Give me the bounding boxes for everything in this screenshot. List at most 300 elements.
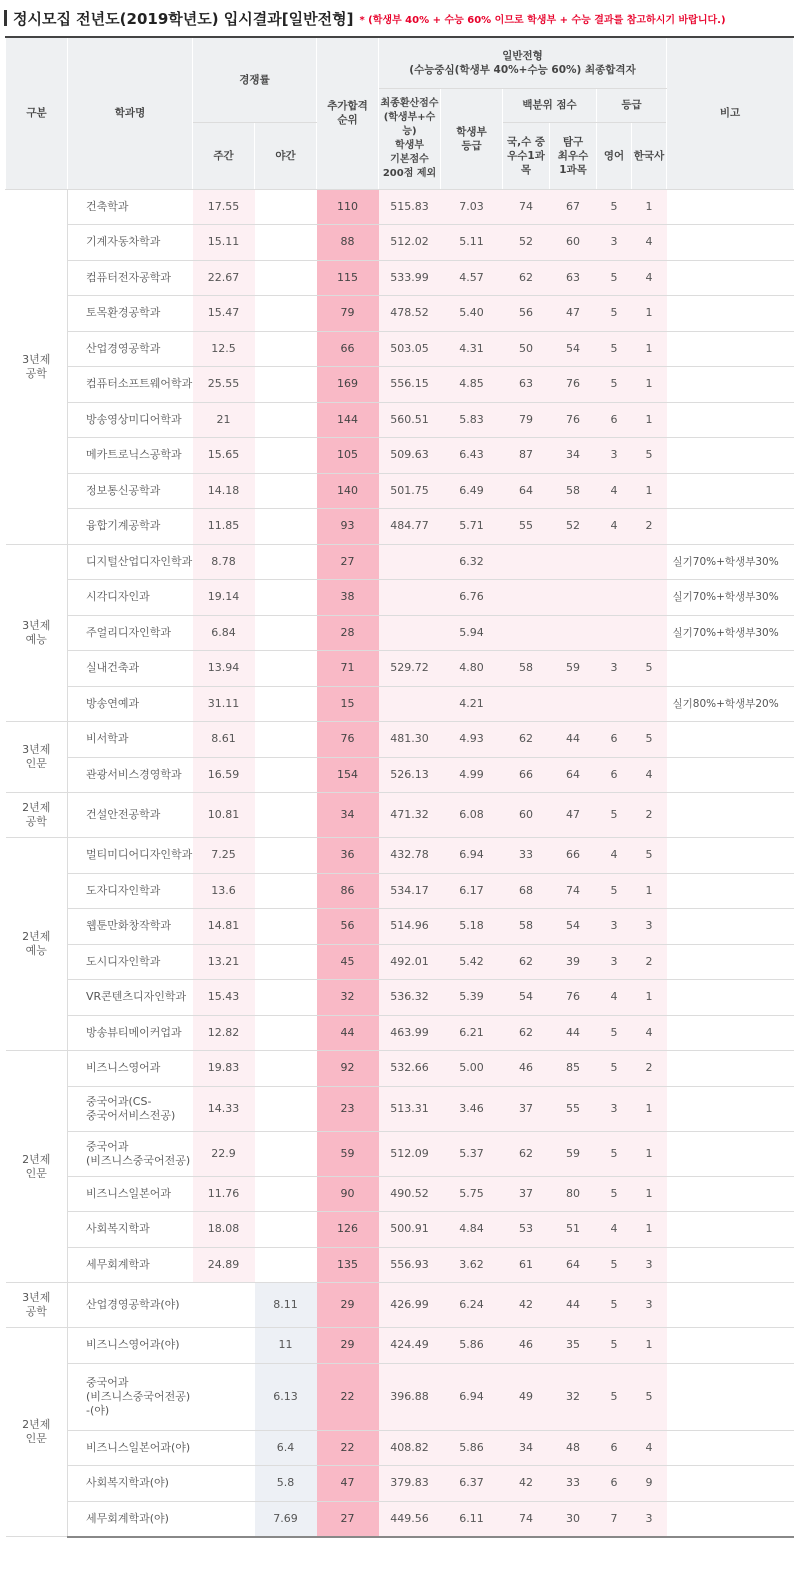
cell-english: 5 [597, 1283, 632, 1328]
cell-rank: 22 [317, 1363, 379, 1430]
cell-student-grade: 5.94 [441, 615, 503, 651]
cell-dept-name: 기계자동차학과 [68, 225, 193, 261]
cell-english: 6 [597, 1466, 632, 1502]
cell-student-grade: 4.21 [441, 686, 503, 722]
cell-day: 15.43 [193, 980, 255, 1016]
cell-english: 5 [597, 331, 632, 367]
cell-score: 536.32 [379, 980, 441, 1016]
header-explore: 탐구 최우수 1과목 [550, 122, 597, 189]
cell-dept-name: 방송뷰티메이커업과 [68, 1015, 193, 1051]
cell-day [193, 1363, 255, 1430]
cell-student-grade: 6.24 [441, 1283, 503, 1328]
cell-night [255, 1212, 317, 1248]
cell-student-grade: 3.62 [441, 1247, 503, 1283]
cell-day: 7.25 [193, 838, 255, 874]
cell-remarks [667, 438, 794, 474]
table-row [6, 367, 794, 403]
cell-rank: 93 [317, 509, 379, 545]
cell-day: 12.82 [193, 1015, 255, 1051]
header-rank: 추가합격 순위 [317, 37, 379, 189]
cell-dept-name: 컴퓨터소프트웨어학과 [68, 367, 193, 403]
cell-english: 5 [597, 1176, 632, 1212]
header-night: 야간 [255, 122, 317, 189]
cell-rank: 45 [317, 944, 379, 980]
cell-rank: 29 [317, 1328, 379, 1364]
cell-kor-math: 49 [503, 1363, 550, 1430]
cell-score [379, 580, 441, 616]
cell-remarks [667, 980, 794, 1016]
cell-score: 556.93 [379, 1247, 441, 1283]
cell-night [255, 873, 317, 909]
cell-history: 3 [632, 1247, 667, 1283]
cell-day: 14.18 [193, 473, 255, 509]
cell-night [255, 260, 317, 296]
cell-day: 13.21 [193, 944, 255, 980]
cell-dept-name: 도시디자인학과 [68, 944, 193, 980]
cell-kor-math: 61 [503, 1247, 550, 1283]
cell-night: 5.8 [255, 1466, 317, 1502]
table-row [6, 873, 794, 909]
cell-rank: 71 [317, 651, 379, 687]
cell-remarks [667, 757, 794, 793]
cell-remarks: 실기70%+학생부30% [667, 544, 794, 580]
cell-night [255, 1086, 317, 1131]
header-student-grade: 학생부 등급 [441, 88, 503, 189]
cell-student-grade: 6.94 [441, 838, 503, 874]
table-row [6, 1051, 794, 1087]
cell-kor-math: 52 [503, 225, 550, 261]
cell-night [255, 296, 317, 332]
table-row [6, 473, 794, 509]
cell-day: 16.59 [193, 757, 255, 793]
cell-score: 515.83 [379, 189, 441, 225]
cell-dept-name: 비즈니스일본어과(야) [68, 1430, 193, 1466]
cell-remarks [667, 367, 794, 403]
cell-history: 2 [632, 509, 667, 545]
cell-student-grade: 6.37 [441, 1466, 503, 1502]
cell-english: 5 [597, 1247, 632, 1283]
cell-remarks [667, 1176, 794, 1212]
header-english: 영어 [597, 122, 632, 189]
cell-rank: 86 [317, 873, 379, 909]
cell-night [255, 615, 317, 651]
cell-dept-name: 비즈니스일본어과 [68, 1176, 193, 1212]
cell-kor-math: 66 [503, 757, 550, 793]
header-remarks: 비고 [667, 37, 794, 189]
table-row [6, 402, 794, 438]
cell-student-grade: 4.84 [441, 1212, 503, 1248]
cell-dept-name: 웹툰만화창작학과 [68, 909, 193, 945]
cell-explore: 34 [550, 438, 597, 474]
cell-kor-math: 46 [503, 1051, 550, 1087]
cell-explore: 47 [550, 793, 597, 838]
cell-remarks [667, 1430, 794, 1466]
cell-division: 2년제 인문 [6, 1328, 68, 1537]
cell-explore: 35 [550, 1328, 597, 1364]
cell-english: 3 [597, 909, 632, 945]
cell-score: 471.32 [379, 793, 441, 838]
cell-rank: 144 [317, 402, 379, 438]
cell-division: 2년제 공학 [6, 793, 68, 838]
cell-english: 4 [597, 980, 632, 1016]
cell-day [193, 1466, 255, 1502]
cell-score: 529.72 [379, 651, 441, 687]
cell-night [255, 225, 317, 261]
cell-student-grade: 5.40 [441, 296, 503, 332]
cell-rank: 115 [317, 260, 379, 296]
cell-night [255, 651, 317, 687]
cell-student-grade: 6.49 [441, 473, 503, 509]
cell-dept-name: 도자디자인학과 [68, 873, 193, 909]
cell-division: 3년제 공학 [6, 1283, 68, 1328]
cell-kor-math: 87 [503, 438, 550, 474]
cell-rank: 15 [317, 686, 379, 722]
cell-english: 4 [597, 509, 632, 545]
cell-day: 15.65 [193, 438, 255, 474]
cell-student-grade: 6.11 [441, 1501, 503, 1537]
cell-night [255, 1176, 317, 1212]
header-history: 한국사 [632, 122, 667, 189]
cell-student-grade: 6.32 [441, 544, 503, 580]
cell-english [597, 615, 632, 651]
cell-english: 3 [597, 651, 632, 687]
cell-division: 3년제 공학 [6, 189, 68, 544]
cell-score: 532.66 [379, 1051, 441, 1087]
cell-remarks [667, 1131, 794, 1176]
cell-day: 13.94 [193, 651, 255, 687]
cell-score: 481.30 [379, 722, 441, 758]
cell-dept-name: 사회복지학과 [68, 1212, 193, 1248]
cell-explore: 76 [550, 402, 597, 438]
cell-dept-name: 세무회계학과(야) [68, 1501, 193, 1537]
cell-remarks [667, 225, 794, 261]
cell-english: 6 [597, 722, 632, 758]
cell-score: 514.96 [379, 909, 441, 945]
cell-explore: 51 [550, 1212, 597, 1248]
cell-day: 8.78 [193, 544, 255, 580]
cell-kor-math: 42 [503, 1466, 550, 1502]
cell-day [193, 1283, 255, 1328]
cell-history: 5 [632, 838, 667, 874]
cell-explore: 54 [550, 909, 597, 945]
cell-night [255, 1051, 317, 1087]
cell-score [379, 544, 441, 580]
cell-dept-name: 실내건축과 [68, 651, 193, 687]
cell-english: 3 [597, 944, 632, 980]
table-row [6, 1466, 794, 1502]
cell-explore [550, 580, 597, 616]
cell-dept-name: 중국어과 (비즈니스중국어전공) -(야) [68, 1363, 193, 1430]
cell-english: 4 [597, 473, 632, 509]
cell-history: 3 [632, 1501, 667, 1537]
cell-rank: 76 [317, 722, 379, 758]
cell-score: 533.99 [379, 260, 441, 296]
cell-english: 5 [597, 189, 632, 225]
cell-score [379, 686, 441, 722]
cell-remarks [667, 1466, 794, 1502]
cell-score: 484.77 [379, 509, 441, 545]
table-row [6, 793, 794, 838]
cell-day [193, 1501, 255, 1537]
cell-rank: 59 [317, 1131, 379, 1176]
cell-day: 25.55 [193, 367, 255, 403]
cell-night [255, 980, 317, 1016]
cell-kor-math: 42 [503, 1283, 550, 1328]
cell-dept-name: 방송연예과 [68, 686, 193, 722]
title-bar-marker [4, 10, 7, 26]
cell-student-grade: 4.80 [441, 651, 503, 687]
cell-night [255, 944, 317, 980]
cell-rank: 23 [317, 1086, 379, 1131]
cell-dept-name: 산업경영공학과(야) [68, 1283, 193, 1328]
cell-student-grade: 5.39 [441, 980, 503, 1016]
cell-score: 513.31 [379, 1086, 441, 1131]
cell-student-grade: 4.85 [441, 367, 503, 403]
header-kor-math: 국,수 중 우수1과목 [503, 122, 550, 189]
cell-remarks [667, 1015, 794, 1051]
cell-student-grade: 6.43 [441, 438, 503, 474]
cell-history: 3 [632, 1283, 667, 1328]
cell-history: 4 [632, 225, 667, 261]
header-dept: 학과명 [68, 37, 193, 189]
cell-dept-name: 정보통신공학과 [68, 473, 193, 509]
table-row [6, 438, 794, 474]
cell-student-grade: 7.03 [441, 189, 503, 225]
cell-english: 6 [597, 1430, 632, 1466]
cell-day: 13.6 [193, 873, 255, 909]
cell-student-grade: 6.08 [441, 793, 503, 838]
cell-remarks [667, 509, 794, 545]
cell-explore: 59 [550, 1131, 597, 1176]
title-note: * (학생부 40% + 수능 60% 이므로 학생부 + 수능 결과를 참고하시기 바랍니다.) [359, 14, 726, 26]
cell-history: 5 [632, 1363, 667, 1430]
cell-day: 8.61 [193, 722, 255, 758]
table-row [6, 1015, 794, 1051]
page-title: 정시모집 전년도(2019학년도) 입시결과[일반전형] [13, 9, 354, 28]
cell-rank: 22 [317, 1430, 379, 1466]
cell-kor-math: 79 [503, 402, 550, 438]
cell-day: 15.47 [193, 296, 255, 332]
cell-night [255, 402, 317, 438]
cell-rank: 27 [317, 1501, 379, 1537]
table-row [6, 909, 794, 945]
cell-remarks: 실기70%+학생부30% [667, 580, 794, 616]
cell-history [632, 544, 667, 580]
cell-dept-name: 비즈니스영어과(야) [68, 1328, 193, 1364]
cell-kor-math: 55 [503, 509, 550, 545]
cell-history: 1 [632, 873, 667, 909]
cell-english: 7 [597, 1501, 632, 1537]
cell-kor-math: 46 [503, 1328, 550, 1364]
cell-explore [550, 686, 597, 722]
cell-english: 5 [597, 260, 632, 296]
cell-student-grade: 6.94 [441, 1363, 503, 1430]
cell-night [255, 1131, 317, 1176]
cell-night [255, 544, 317, 580]
table-row [6, 722, 794, 758]
cell-dept-name: 중국어과 (비즈니스중국어전공) [68, 1131, 193, 1176]
cell-remarks [667, 1086, 794, 1131]
cell-kor-math: 56 [503, 296, 550, 332]
cell-kor-math: 58 [503, 909, 550, 945]
cell-rank: 79 [317, 296, 379, 332]
cell-score: 512.02 [379, 225, 441, 261]
cell-history: 1 [632, 296, 667, 332]
cell-kor-math: 74 [503, 189, 550, 225]
table-row [6, 1430, 794, 1466]
cell-explore: 32 [550, 1363, 597, 1430]
cell-dept-name: 융합기계공학과 [68, 509, 193, 545]
cell-kor-math [503, 544, 550, 580]
cell-english: 6 [597, 757, 632, 793]
cell-kor-math: 33 [503, 838, 550, 874]
cell-kor-math [503, 686, 550, 722]
cell-dept-name: 방송영상미디어학과 [68, 402, 193, 438]
cell-dept-name: 관광서비스경영학과 [68, 757, 193, 793]
table-row [6, 944, 794, 980]
cell-night [255, 838, 317, 874]
cell-score: 500.91 [379, 1212, 441, 1248]
cell-dept-name: 시각디자인과 [68, 580, 193, 616]
cell-explore: 60 [550, 225, 597, 261]
cell-rank: 34 [317, 793, 379, 838]
cell-day [193, 1328, 255, 1364]
cell-night [255, 367, 317, 403]
cell-student-grade: 5.71 [441, 509, 503, 545]
cell-night [255, 757, 317, 793]
cell-explore: 47 [550, 296, 597, 332]
cell-night [255, 580, 317, 616]
cell-rank: 36 [317, 838, 379, 874]
cell-rank: 140 [317, 473, 379, 509]
cell-remarks [667, 296, 794, 332]
cell-night: 8.11 [255, 1283, 317, 1328]
cell-dept-name: 컴퓨터전자공학과 [68, 260, 193, 296]
cell-history: 2 [632, 793, 667, 838]
cell-explore: 33 [550, 1466, 597, 1502]
cell-score: 534.17 [379, 873, 441, 909]
cell-explore: 76 [550, 980, 597, 1016]
cell-explore: 64 [550, 1247, 597, 1283]
cell-history: 4 [632, 757, 667, 793]
cell-history: 4 [632, 1015, 667, 1051]
cell-kor-math: 64 [503, 473, 550, 509]
cell-day: 31.11 [193, 686, 255, 722]
cell-day: 18.08 [193, 1212, 255, 1248]
cell-explore: 52 [550, 509, 597, 545]
cell-rank: 126 [317, 1212, 379, 1248]
cell-english: 5 [597, 793, 632, 838]
cell-night [255, 722, 317, 758]
cell-history: 1 [632, 1328, 667, 1364]
cell-score: 408.82 [379, 1430, 441, 1466]
cell-explore: 74 [550, 873, 597, 909]
cell-english: 3 [597, 438, 632, 474]
cell-day [193, 1430, 255, 1466]
cell-explore: 66 [550, 838, 597, 874]
cell-kor-math: 74 [503, 1501, 550, 1537]
cell-english: 4 [597, 838, 632, 874]
cell-remarks [667, 1051, 794, 1087]
table-row [6, 757, 794, 793]
cell-rank: 90 [317, 1176, 379, 1212]
cell-explore: 44 [550, 722, 597, 758]
cell-english: 3 [597, 225, 632, 261]
cell-student-grade: 4.93 [441, 722, 503, 758]
cell-explore: 85 [550, 1051, 597, 1087]
cell-night: 6.4 [255, 1430, 317, 1466]
cell-history: 1 [632, 1086, 667, 1131]
cell-score: 526.13 [379, 757, 441, 793]
cell-remarks [667, 473, 794, 509]
cell-night [255, 793, 317, 838]
cell-english: 5 [597, 1015, 632, 1051]
cell-english: 5 [597, 1328, 632, 1364]
cell-history [632, 615, 667, 651]
cell-remarks [667, 1501, 794, 1537]
cell-remarks [667, 838, 794, 874]
cell-history: 1 [632, 1176, 667, 1212]
cell-remarks: 실기70%+학생부30% [667, 615, 794, 651]
cell-student-grade: 5.37 [441, 1131, 503, 1176]
cell-day: 14.81 [193, 909, 255, 945]
cell-rank: 32 [317, 980, 379, 1016]
table-row [6, 686, 794, 722]
cell-explore: 64 [550, 757, 597, 793]
cell-score: 478.52 [379, 296, 441, 332]
cell-score: 396.88 [379, 1363, 441, 1430]
cell-student-grade: 5.86 [441, 1430, 503, 1466]
table-row [6, 509, 794, 545]
cell-day: 17.55 [193, 189, 255, 225]
cell-remarks [667, 651, 794, 687]
cell-rank: 38 [317, 580, 379, 616]
cell-remarks [667, 189, 794, 225]
cell-explore: 30 [550, 1501, 597, 1537]
admission-results-table [5, 36, 794, 1538]
cell-student-grade: 6.21 [441, 1015, 503, 1051]
header-day: 주간 [193, 122, 255, 189]
cell-dept-name: VR콘텐츠디자인학과 [68, 980, 193, 1016]
header-division: 구분 [6, 37, 68, 189]
cell-dept-name: 세무회계학과 [68, 1247, 193, 1283]
cell-history: 5 [632, 722, 667, 758]
cell-night [255, 509, 317, 545]
table-row [6, 225, 794, 261]
cell-rank: 105 [317, 438, 379, 474]
cell-history: 2 [632, 944, 667, 980]
cell-explore: 63 [550, 260, 597, 296]
cell-remarks [667, 1283, 794, 1328]
cell-history: 1 [632, 473, 667, 509]
cell-night [255, 331, 317, 367]
table-row [6, 1131, 794, 1176]
cell-student-grade: 4.57 [441, 260, 503, 296]
cell-score: 426.99 [379, 1283, 441, 1328]
cell-explore: 48 [550, 1430, 597, 1466]
cell-remarks [667, 402, 794, 438]
cell-kor-math: 68 [503, 873, 550, 909]
page-header [0, 0, 800, 36]
cell-english: 4 [597, 1212, 632, 1248]
cell-student-grade: 4.31 [441, 331, 503, 367]
cell-kor-math: 62 [503, 1131, 550, 1176]
cell-dept-name: 멀티미디어디자인학과 [68, 838, 193, 874]
cell-kor-math: 62 [503, 722, 550, 758]
cell-score: 432.78 [379, 838, 441, 874]
cell-english: 3 [597, 1086, 632, 1131]
cell-night: 6.13 [255, 1363, 317, 1430]
